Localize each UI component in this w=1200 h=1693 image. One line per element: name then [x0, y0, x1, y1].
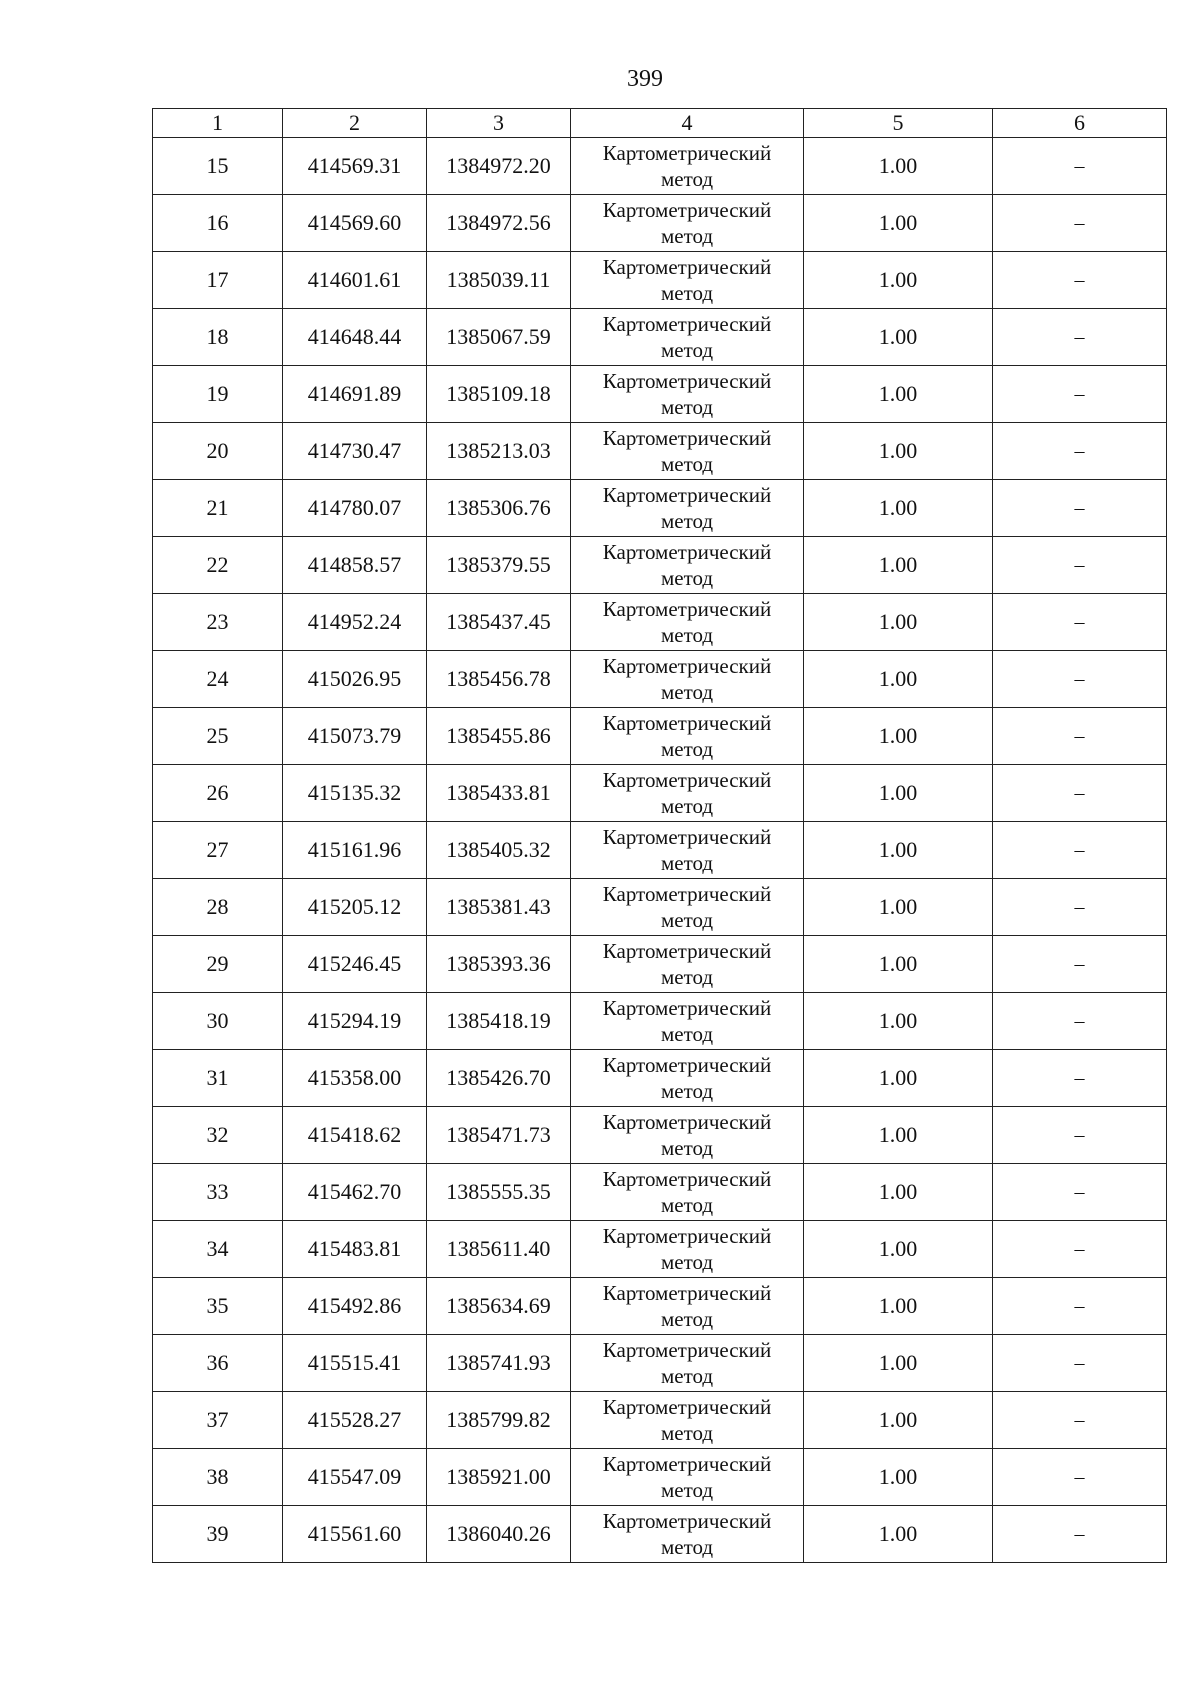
x-coordinate-cell: 414780.07	[283, 480, 427, 537]
note-cell: –	[993, 1392, 1167, 1449]
note-cell: –	[993, 1506, 1167, 1563]
y-coordinate-cell: 1385067.59	[427, 309, 571, 366]
y-coordinate-cell: 1385379.55	[427, 537, 571, 594]
accuracy-cell: 1.00	[804, 1335, 993, 1392]
method-line-2: метод	[660, 623, 714, 647]
method-line-1: Картометрический	[602, 1281, 772, 1305]
table-row	[153, 594, 1167, 651]
y-coordinate-cell: 1385455.86	[427, 708, 571, 765]
table-row	[153, 1107, 1167, 1164]
x-coordinate-cell: 414601.61	[283, 252, 427, 309]
note-cell: –	[993, 708, 1167, 765]
method-cell	[571, 936, 804, 993]
method-cell	[571, 765, 804, 822]
accuracy-cell: 1.00	[804, 708, 993, 765]
table-row	[153, 252, 1167, 309]
method-line-2: метод	[660, 851, 714, 875]
y-coordinate-cell: 1385555.35	[427, 1164, 571, 1221]
table-row	[153, 879, 1167, 936]
x-coordinate-cell: 415246.45	[283, 936, 427, 993]
method-line-1: Картометрический	[602, 939, 772, 963]
x-coordinate-cell: 414952.24	[283, 594, 427, 651]
method-line-1: Картометрический	[602, 825, 772, 849]
note-cell: –	[993, 936, 1167, 993]
method-line-2: метод	[660, 1535, 714, 1559]
table-row	[153, 309, 1167, 366]
point-number-cell: 16	[153, 195, 283, 252]
accuracy-cell: 1.00	[804, 594, 993, 651]
table-row	[153, 480, 1167, 537]
table-row	[153, 537, 1167, 594]
x-coordinate-cell: 415294.19	[283, 993, 427, 1050]
x-coordinate-cell: 415161.96	[283, 822, 427, 879]
method-line-2: метод	[660, 1478, 714, 1502]
point-number-cell: 17	[153, 252, 283, 309]
note-cell: –	[993, 1107, 1167, 1164]
method-line-1: Картометрический	[602, 198, 772, 222]
y-coordinate-cell: 1385213.03	[427, 423, 571, 480]
page-number: 399	[627, 66, 663, 92]
table-row	[153, 1221, 1167, 1278]
y-coordinate-cell: 1385456.78	[427, 651, 571, 708]
x-coordinate-cell: 415492.86	[283, 1278, 427, 1335]
table-row	[153, 765, 1167, 822]
method-cell	[571, 1392, 804, 1449]
y-coordinate-cell: 1385471.73	[427, 1107, 571, 1164]
method-line-2: метод	[660, 1079, 714, 1103]
table-row	[153, 1506, 1167, 1563]
method-line-1: Картометрический	[602, 597, 772, 621]
coordinates-table	[152, 108, 1167, 1563]
point-number-cell: 38	[153, 1449, 283, 1506]
note-cell: –	[993, 423, 1167, 480]
x-coordinate-cell: 415026.95	[283, 651, 427, 708]
note-cell: –	[993, 879, 1167, 936]
point-number-cell: 18	[153, 309, 283, 366]
method-line-1: Картометрический	[602, 1395, 772, 1419]
y-coordinate-cell: 1385433.81	[427, 765, 571, 822]
method-line-2: метод	[660, 1421, 714, 1445]
method-line-2: метод	[660, 1250, 714, 1274]
method-line-1: Картометрический	[602, 483, 772, 507]
method-line-1: Картометрический	[602, 1167, 772, 1191]
point-number-cell: 22	[153, 537, 283, 594]
method-line-1: Картометрический	[602, 1509, 772, 1533]
method-line-2: метод	[660, 1193, 714, 1217]
accuracy-cell: 1.00	[804, 1392, 993, 1449]
accuracy-cell: 1.00	[804, 195, 993, 252]
accuracy-cell: 1.00	[804, 423, 993, 480]
x-coordinate-cell: 415528.27	[283, 1392, 427, 1449]
y-coordinate-cell: 1385437.45	[427, 594, 571, 651]
x-coordinate-cell: 414858.57	[283, 537, 427, 594]
note-cell: –	[993, 594, 1167, 651]
header-col-5: 5	[804, 109, 993, 138]
x-coordinate-cell: 414691.89	[283, 366, 427, 423]
note-cell: –	[993, 366, 1167, 423]
method-cell	[571, 537, 804, 594]
point-number-cell: 33	[153, 1164, 283, 1221]
table-row	[153, 1449, 1167, 1506]
x-coordinate-cell: 415547.09	[283, 1449, 427, 1506]
note-cell: –	[993, 1164, 1167, 1221]
method-cell	[571, 366, 804, 423]
table-row	[153, 1050, 1167, 1107]
table-row	[153, 1278, 1167, 1335]
method-line-1: Картометрический	[602, 654, 772, 678]
method-line-2: метод	[660, 452, 714, 476]
method-line-2: метод	[660, 338, 714, 362]
method-line-2: метод	[660, 965, 714, 989]
table-row	[153, 936, 1167, 993]
table-row	[153, 822, 1167, 879]
method-cell	[571, 993, 804, 1050]
header-col-6: 6	[993, 109, 1167, 138]
note-cell: –	[993, 252, 1167, 309]
point-number-cell: 19	[153, 366, 283, 423]
method-line-1: Картометрический	[602, 426, 772, 450]
table-row	[153, 138, 1167, 195]
y-coordinate-cell: 1385405.32	[427, 822, 571, 879]
method-cell	[571, 708, 804, 765]
point-number-cell: 23	[153, 594, 283, 651]
accuracy-cell: 1.00	[804, 480, 993, 537]
y-coordinate-cell: 1385381.43	[427, 879, 571, 936]
point-number-cell: 35	[153, 1278, 283, 1335]
note-cell: –	[993, 993, 1167, 1050]
method-line-2: метод	[660, 1364, 714, 1388]
method-line-1: Картометрический	[602, 1053, 772, 1077]
table-row	[153, 1335, 1167, 1392]
method-cell	[571, 594, 804, 651]
method-line-2: метод	[660, 908, 714, 932]
accuracy-cell: 1.00	[804, 1221, 993, 1278]
accuracy-cell: 1.00	[804, 1050, 993, 1107]
table-body	[153, 138, 1167, 1563]
point-number-cell: 37	[153, 1392, 283, 1449]
method-cell	[571, 1107, 804, 1164]
method-line-2: метод	[660, 395, 714, 419]
point-number-cell: 36	[153, 1335, 283, 1392]
method-line-1: Картометрический	[602, 882, 772, 906]
table-row	[153, 651, 1167, 708]
x-coordinate-cell: 415418.62	[283, 1107, 427, 1164]
table-row	[153, 1392, 1167, 1449]
y-coordinate-cell: 1385039.11	[427, 252, 571, 309]
y-coordinate-cell: 1384972.56	[427, 195, 571, 252]
accuracy-cell: 1.00	[804, 765, 993, 822]
header-row	[153, 109, 1167, 138]
table-row	[153, 366, 1167, 423]
x-coordinate-cell: 414648.44	[283, 309, 427, 366]
accuracy-cell: 1.00	[804, 309, 993, 366]
note-cell: –	[993, 309, 1167, 366]
header-col-2: 2	[283, 109, 427, 138]
x-coordinate-cell: 415205.12	[283, 879, 427, 936]
method-line-2: метод	[660, 509, 714, 533]
method-line-2: метод	[660, 281, 714, 305]
method-line-1: Картометрический	[602, 312, 772, 336]
accuracy-cell: 1.00	[804, 1278, 993, 1335]
y-coordinate-cell: 1385921.00	[427, 1449, 571, 1506]
x-coordinate-cell: 415073.79	[283, 708, 427, 765]
method-cell	[571, 1506, 804, 1563]
method-cell	[571, 1164, 804, 1221]
note-cell: –	[993, 1050, 1167, 1107]
method-cell	[571, 480, 804, 537]
accuracy-cell: 1.00	[804, 1107, 993, 1164]
method-line-2: метод	[660, 680, 714, 704]
method-cell	[571, 138, 804, 195]
accuracy-cell: 1.00	[804, 138, 993, 195]
accuracy-cell: 1.00	[804, 537, 993, 594]
point-number-cell: 34	[153, 1221, 283, 1278]
note-cell: –	[993, 1278, 1167, 1335]
table-row	[153, 423, 1167, 480]
method-line-1: Картометрический	[602, 711, 772, 735]
method-cell	[571, 879, 804, 936]
y-coordinate-cell: 1385799.82	[427, 1392, 571, 1449]
method-line-2: метод	[660, 794, 714, 818]
note-cell: –	[993, 1335, 1167, 1392]
x-coordinate-cell: 414730.47	[283, 423, 427, 480]
note-cell: –	[993, 822, 1167, 879]
method-line-1: Картометрический	[602, 141, 772, 165]
table-row	[153, 1164, 1167, 1221]
table-row	[153, 993, 1167, 1050]
x-coordinate-cell: 415561.60	[283, 1506, 427, 1563]
point-number-cell: 31	[153, 1050, 283, 1107]
y-coordinate-cell: 1385611.40	[427, 1221, 571, 1278]
method-line-2: метод	[660, 1307, 714, 1331]
y-coordinate-cell: 1384972.20	[427, 138, 571, 195]
y-coordinate-cell: 1385634.69	[427, 1278, 571, 1335]
method-line-1: Картометрический	[602, 1338, 772, 1362]
header-col-4: 4	[571, 109, 804, 138]
table-header	[153, 109, 1167, 138]
point-number-cell: 28	[153, 879, 283, 936]
x-coordinate-cell: 415358.00	[283, 1050, 427, 1107]
method-cell	[571, 1449, 804, 1506]
point-number-cell: 26	[153, 765, 283, 822]
x-coordinate-cell: 415462.70	[283, 1164, 427, 1221]
note-cell: –	[993, 138, 1167, 195]
method-line-2: метод	[660, 224, 714, 248]
method-line-2: метод	[660, 1136, 714, 1160]
method-cell	[571, 252, 804, 309]
method-cell	[571, 1278, 804, 1335]
method-cell	[571, 822, 804, 879]
point-number-cell: 21	[153, 480, 283, 537]
method-line-1: Картометрический	[602, 1110, 772, 1134]
table-row	[153, 708, 1167, 765]
header-col-3: 3	[427, 109, 571, 138]
y-coordinate-cell: 1385306.76	[427, 480, 571, 537]
method-line-2: метод	[660, 1022, 714, 1046]
y-coordinate-cell: 1385109.18	[427, 366, 571, 423]
method-cell	[571, 651, 804, 708]
note-cell: –	[993, 1449, 1167, 1506]
accuracy-cell: 1.00	[804, 993, 993, 1050]
accuracy-cell: 1.00	[804, 1506, 993, 1563]
note-cell: –	[993, 537, 1167, 594]
header-col-1: 1	[153, 109, 283, 138]
x-coordinate-cell: 415483.81	[283, 1221, 427, 1278]
accuracy-cell: 1.00	[804, 651, 993, 708]
table-row	[153, 195, 1167, 252]
accuracy-cell: 1.00	[804, 1449, 993, 1506]
method-cell	[571, 1221, 804, 1278]
y-coordinate-cell: 1385393.36	[427, 936, 571, 993]
point-number-cell: 20	[153, 423, 283, 480]
accuracy-cell: 1.00	[804, 936, 993, 993]
method-line-1: Картометрический	[602, 996, 772, 1020]
method-line-2: метод	[660, 167, 714, 191]
method-line-2: метод	[660, 737, 714, 761]
accuracy-cell: 1.00	[804, 822, 993, 879]
method-line-1: Картометрический	[602, 255, 772, 279]
x-coordinate-cell: 415135.32	[283, 765, 427, 822]
point-number-cell: 29	[153, 936, 283, 993]
method-line-1: Картометрический	[602, 1452, 772, 1476]
method-line-1: Картометрический	[602, 369, 772, 393]
accuracy-cell: 1.00	[804, 252, 993, 309]
point-number-cell: 27	[153, 822, 283, 879]
point-number-cell: 15	[153, 138, 283, 195]
method-cell	[571, 195, 804, 252]
x-coordinate-cell: 414569.60	[283, 195, 427, 252]
accuracy-cell: 1.00	[804, 1164, 993, 1221]
y-coordinate-cell: 1385418.19	[427, 993, 571, 1050]
accuracy-cell: 1.00	[804, 366, 993, 423]
accuracy-cell: 1.00	[804, 879, 993, 936]
y-coordinate-cell: 1385741.93	[427, 1335, 571, 1392]
note-cell: –	[993, 651, 1167, 708]
method-cell	[571, 1335, 804, 1392]
method-line-2: метод	[660, 566, 714, 590]
method-line-1: Картометрический	[602, 1224, 772, 1248]
note-cell: –	[993, 480, 1167, 537]
point-number-cell: 39	[153, 1506, 283, 1563]
y-coordinate-cell: 1385426.70	[427, 1050, 571, 1107]
x-coordinate-cell: 415515.41	[283, 1335, 427, 1392]
note-cell: –	[993, 765, 1167, 822]
point-number-cell: 30	[153, 993, 283, 1050]
point-number-cell: 25	[153, 708, 283, 765]
method-cell	[571, 1050, 804, 1107]
point-number-cell: 32	[153, 1107, 283, 1164]
x-coordinate-cell: 414569.31	[283, 138, 427, 195]
note-cell: –	[993, 195, 1167, 252]
y-coordinate-cell: 1386040.26	[427, 1506, 571, 1563]
method-line-1: Картометрический	[602, 768, 772, 792]
note-cell: –	[993, 1221, 1167, 1278]
point-number-cell: 24	[153, 651, 283, 708]
method-line-1: Картометрический	[602, 540, 772, 564]
method-cell	[571, 423, 804, 480]
method-cell	[571, 309, 804, 366]
